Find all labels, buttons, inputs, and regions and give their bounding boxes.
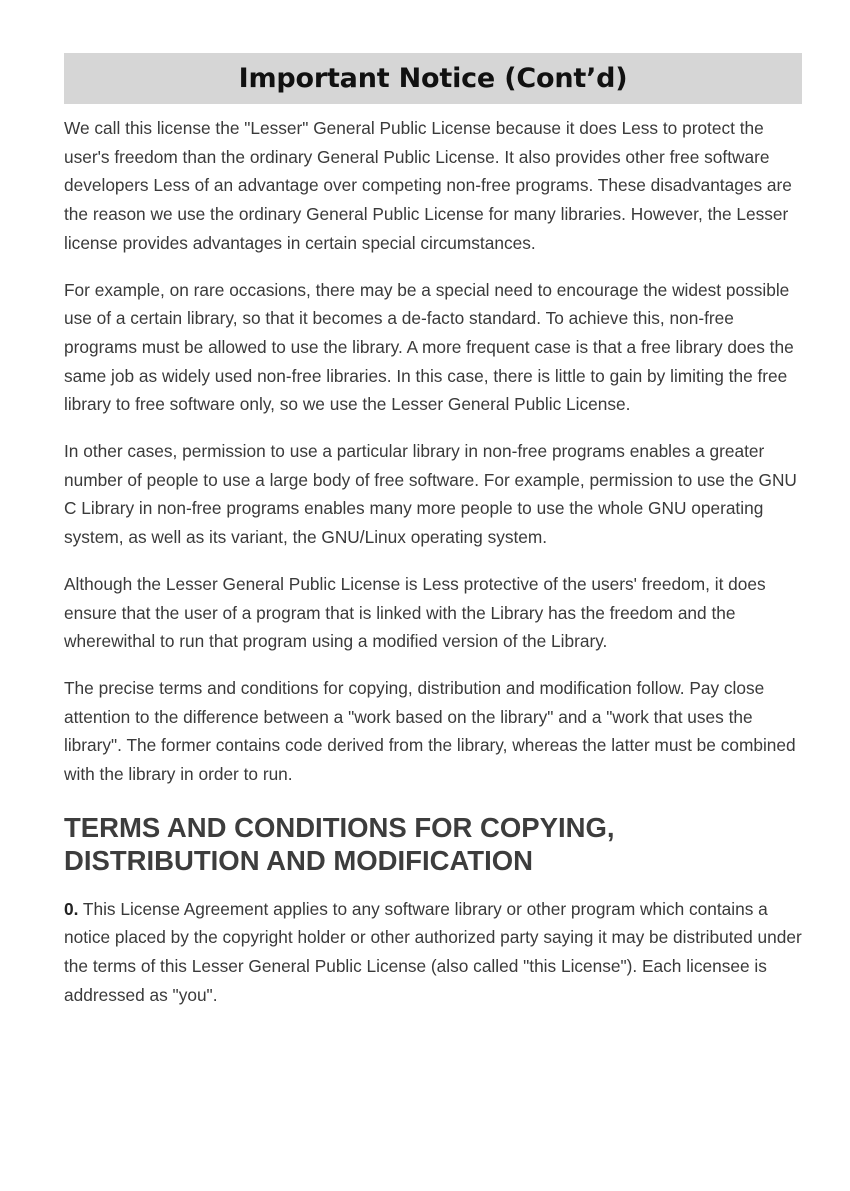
terms-heading-line-1: TERMS AND CONDITIONS FOR COPYING, <box>64 811 615 843</box>
paragraph-example: For example, on rare occasions, there may be a special need to encourage the widest possible use of a certain library, so that it becomes a de-facto standard. To achieve this, non-free programs must be allowed to use the library. A more frequent case is that a free library does the same job as widely used non-free libraries. In this case, there is little to gain by limiting the free library to free software only, so we use the Lesser General Public License. <box>64 279 794 415</box>
document-body <box>64 114 802 1010</box>
clause-0-number: 0. <box>64 898 79 919</box>
clause-0-paragraph <box>64 895 802 1010</box>
paragraph-precise-terms: The precise terms and conditions for copying, distribution and modification follow. Pay close attention to the difference between a "work based on the library" and a "work that uses the library". The former contains code derived from the library, whereas the latter must be combined with the library in order to run. <box>64 677 796 785</box>
page-title: Important Notice (Cont’d) <box>238 63 628 94</box>
title-banner <box>64 53 802 104</box>
clause-0-text: This License Agreement applies to any software library or other program which contains a notice placed by the copyright holder or other authorized party saying it may be distributed under the terms of this Lesser General Public License (also called "this License"). Each licensee is addressed as "you". <box>64 898 802 1005</box>
terms-heading-line-2: DISTRIBUTION AND MODIFICATION <box>64 844 533 876</box>
terms-section-heading <box>64 811 802 877</box>
paragraph-other-cases: In other cases, permission to use a particular library in non-free programs enables a greater number of people to use a large body of free software. For example, permission to use the GNU C Library in non-free programs enables many more people to use the whole GNU operating system, as well as its variant, the GNU/Linux operating system. <box>64 441 797 548</box>
paragraph-lesser-license: We call this license the "Lesser" General Public License because it does Less to protect the user's freedom than the ordinary General Public License. It also provides other free software developers Less of an advantage over competing non-free programs. These disadvantages are the reason we use the ordinary General Public License for many libraries. However, the Lesser license provides advantages in certain special circumstances. <box>64 118 792 253</box>
document-page <box>64 53 802 1028</box>
paragraph-users-freedom: Although the Lesser General Public License is Less protective of the users' freedom, it does ensure that the user of a program that is linked with the Library has the freedom and the wherewithal to run that program using a modified version of the Library. <box>64 573 766 652</box>
